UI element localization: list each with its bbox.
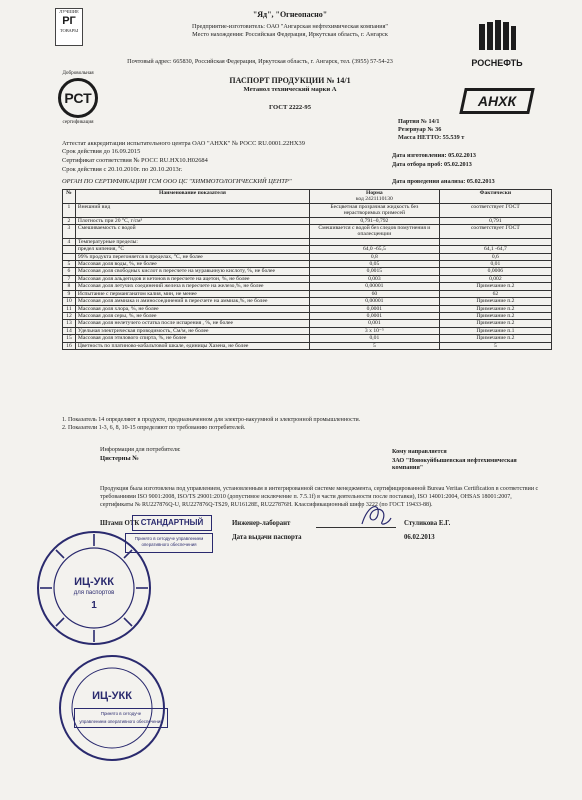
cell-number: 11 — [63, 305, 76, 312]
rosneft-label: РОСНЕФТЬ — [471, 58, 523, 68]
cell-norm: Смешивается с водой без следов помутнения и опалесценции — [310, 225, 440, 239]
best-goods-logo — [55, 8, 83, 46]
cell-number: 7 — [63, 275, 76, 282]
col-fact-header: Фактически — [439, 190, 551, 204]
cell-name: Испытание с перманганатом калия, мин, не менее — [75, 290, 309, 297]
table-row — [63, 217, 552, 224]
cell-number: 10 — [63, 298, 76, 305]
table-row — [63, 342, 552, 349]
table-row — [63, 320, 552, 327]
cell-norm: 0,001 — [310, 320, 440, 327]
col-norm-header — [310, 190, 440, 204]
cell-name: 99% продукта перегоняется в пределах, °С, не более — [75, 253, 309, 260]
lower-accepted-line1: Принято в сетодуче — [100, 711, 142, 716]
passport-subtitle: Метанол технический марки А — [243, 86, 337, 93]
round-stamp-center: ИЦ-УКК — [74, 576, 114, 588]
table-row — [63, 290, 552, 297]
destination-label: Кому направляется — [392, 448, 447, 455]
engineer-name: Стуликова Е.Г. — [404, 520, 451, 527]
rst-logo — [50, 70, 106, 132]
cell-name: Плотность при 20 °С, г/см³ — [75, 217, 309, 224]
hazard-title: "Яд", "Огнеопасно" — [252, 10, 328, 19]
best-goods-mark-icon: РГ — [62, 15, 76, 27]
cell-fact: 62 — [439, 290, 551, 297]
table-row — [63, 261, 552, 268]
cell-fact: Примечание п.2 — [439, 305, 551, 312]
cell-fact: Примечание п.2 — [439, 283, 551, 290]
cell-fact: Примечание п.2 — [439, 312, 551, 319]
destination-name: ЗАО "Новокуйбышевская нефтехимическая компания" — [392, 457, 517, 472]
engineer-label: Инженер-лаборант — [232, 520, 291, 527]
round-stamp-icon — [34, 528, 154, 648]
cell-name: Массовая доля нелетучего остатка после испарения , %, не более — [75, 320, 309, 327]
cell-name: Массовая доля хлора, %, не более — [75, 305, 309, 312]
table-row — [63, 238, 552, 245]
lower-accepted-line2: управлением оперативного обеспечения — [79, 718, 163, 724]
lower-accepted-stamp — [74, 708, 168, 728]
cell-number: 6 — [63, 268, 76, 275]
table-row — [63, 298, 552, 305]
cell-name: предел кипения, °С — [75, 246, 309, 253]
location-line: Место нахождения: Российская Федерация, Иркутская область, г. Ангарск — [192, 31, 388, 38]
consumer-info: Информация для потребителя: — [100, 446, 181, 453]
cell-fact: соответствует ГОСТ — [439, 203, 551, 217]
cell-number — [63, 253, 76, 260]
cell-number: 15 — [63, 335, 76, 342]
cell-number: 8 — [63, 283, 76, 290]
standard-stamp-label: СТАНДАРТНЫЙ — [140, 518, 204, 527]
cell-number: 4 — [63, 238, 76, 245]
cell-number: 9 — [63, 290, 76, 297]
accreditation-line: Аттестат аккредитации испытательного центра ОАО "АНХК" № РОСС RU.0001.22НХ39 — [62, 140, 305, 147]
cell-fact: Примечание п.2 — [439, 335, 551, 342]
cell-norm: 0,05 — [310, 261, 440, 268]
cell-norm: 0,791–0,792 — [310, 217, 440, 224]
cell-name: Массовая доля летучих соединений железа в пересчете на железо,%, не более — [75, 283, 309, 290]
cell-fact: 0,002 — [439, 275, 551, 282]
col-number-header: № — [63, 190, 76, 204]
date-manufactured: Дата изготовления: 05.02.2013 — [392, 152, 476, 159]
cell-name: Массовая доля этилового спирта, %, не более — [75, 335, 309, 342]
cell-name: Массовая доля свободных кислот в пересчете на муравьиную кислоту, %, не более — [75, 268, 309, 275]
specification-table — [62, 189, 552, 350]
col-norm-code: код 2421110130 — [355, 196, 393, 203]
table-row — [63, 327, 552, 334]
cell-name: Массовая доля воды, %, не более — [75, 261, 309, 268]
cell-fact: 0,01 — [439, 261, 551, 268]
rst-bottom-label: сертификация — [62, 119, 94, 126]
issue-date: 06.02.2013 — [404, 534, 435, 541]
table-row — [63, 203, 552, 217]
batch-party: Партия № 14/1 — [398, 118, 440, 125]
cell-fact: Примечание п.2 — [439, 298, 551, 305]
best-goods-logo-bottom: ТОВАРЫ — [59, 28, 79, 33]
table-row — [63, 268, 552, 275]
cell-name: Внешний вид — [75, 203, 309, 217]
anhk-label: АНХК — [477, 93, 517, 109]
batch-mass: Масса НЕТТО: 55.539 т — [398, 134, 465, 141]
cell-number: 3 — [63, 225, 76, 239]
cell-fact: 64,1 -64,7 — [439, 246, 551, 253]
cell-fact — [439, 238, 551, 245]
cell-norm — [310, 238, 440, 245]
cell-norm: 0,00001 — [310, 298, 440, 305]
cell-norm: 64,0 -65,5 — [310, 246, 440, 253]
table-row — [63, 225, 552, 239]
cell-number: 12 — [63, 312, 76, 319]
best-goods-logo-top: ЛУЧШИЕ — [59, 9, 79, 14]
cell-fact: соответствует ГОСТ — [439, 225, 551, 239]
cell-name: Цветность по платиново-кобальтовой шкале, единицы Хазена, не более — [75, 342, 309, 349]
cell-number — [63, 246, 76, 253]
note-2: 2. Показатели 1-3, 6, 8, 10-15 определяют по требованию потребителей. — [62, 425, 246, 431]
table-row — [63, 305, 552, 312]
cell-norm: Бесцветная прозрачная жидкость без нерастворимых примесей — [310, 203, 440, 217]
cell-number: 1 — [63, 203, 76, 217]
cert-body: ОРГАН ПО СЕРТИФИКАЦИИ ГСМ ООО ЦС "ХИММОТОЛОГИЧЕСКИЙ ЦЕНТР" — [62, 178, 292, 185]
quality-statement: Продукция была изготовлена под управлением, установленным в интегрированной системе менеджмента, сертифицированной Bureau Veritas Certification в соответствии с требованиями ISO 9001:2008, ISO/TS 29001:2010 (допустимое исключение п. 7.5.1f) в части деятельности после поставки), ISO 14001:2004, OHSAS 18001:2007, сертификаты № RU227876Q-U, RU227876Q-TS29, RU16128E, RU227876H. Классификационный шифр 3222 (по ГОСТ 19433-88). — [100, 486, 539, 508]
cell-number: 14 — [63, 327, 76, 334]
accepted-stamp-text: Принято в сетодуче управлением оперативного обеспечения — [134, 536, 204, 547]
table-row — [63, 283, 552, 290]
cell-fact: Примечание п.1 — [439, 327, 551, 334]
rst-mark-icon: РСТ — [58, 78, 98, 118]
accreditation-validity: Срок действия до 16.09.2015 — [62, 148, 141, 155]
issue-date-label: Дата выдачи паспорта — [232, 534, 302, 541]
col-name-header: Наименование показателя — [75, 190, 309, 204]
cell-fact: 0,0006 — [439, 268, 551, 275]
cell-name: Удельная электрическая проводимость, См/м, не более — [75, 327, 309, 334]
cell-fact: Примечание п.2 — [439, 320, 551, 327]
lower-stamp-center: ИЦ-УКК — [92, 690, 132, 702]
cell-number: 5 — [63, 261, 76, 268]
cell-norm: 0,0001 — [310, 312, 440, 319]
cell-number: 16 — [63, 342, 76, 349]
table-row — [63, 253, 552, 260]
date-sampled: Дата отбора проб: 05.02.2013 — [392, 161, 472, 168]
cell-norm: 60 — [310, 290, 440, 297]
table-row — [63, 246, 552, 253]
otk-stamp-label: Штамп ОТК — [100, 520, 140, 527]
cell-norm: 0,003 — [310, 275, 440, 282]
cell-norm: 0,0001 — [310, 305, 440, 312]
date-analysis: Дата проведения анализа: 05.02.2013 — [392, 178, 495, 185]
anhk-logo — [459, 88, 535, 114]
passport-title: ПАСПОРТ ПРОДУКЦИИ № 14/1 — [229, 76, 351, 85]
cell-norm: 5 — [310, 342, 440, 349]
cell-norm: 3 x 10⁻⁵ — [310, 327, 440, 334]
cell-name: Массовая доля аммиака и аминосоединений в пересчете на аммиак,%, не более — [75, 298, 309, 305]
cell-fact: 0,6 — [439, 253, 551, 260]
cell-fact: 5 — [439, 342, 551, 349]
postal-line: Почтовый адрес: 665830, Российская Федерация, Иркутская область, г. Ангарск, тел. (3955) 57-54-23 — [127, 58, 393, 65]
round-stamp-number: 1 — [91, 600, 97, 611]
cell-norm: 0,0015 — [310, 268, 440, 275]
gost-label: ГОСТ 2222-95 — [268, 104, 312, 111]
note-1: 1. Показатель 14 определяют в продукте, предназначенном для электро-вакуумной и электронной промышленности. — [62, 417, 361, 423]
cell-number: 13 — [63, 320, 76, 327]
table-row — [63, 312, 552, 319]
cell-fact: 0,791 — [439, 217, 551, 224]
rosneft-emblem-icon — [477, 20, 517, 54]
signature-icon — [358, 500, 394, 530]
rosneft-logo — [462, 20, 532, 76]
cell-name: Массовая доля альдегидов и кетонов в пересчете на ацетон, %, не более — [75, 275, 309, 282]
cell-norm: 0,8 — [310, 253, 440, 260]
table-row — [63, 335, 552, 342]
batch-tank: Резервуар № 36 — [398, 126, 442, 133]
cell-norm: 0,01 — [310, 335, 440, 342]
certificate-line: Сертификат соответствия № РОСС RU.НХ10.Н02684 — [62, 157, 208, 164]
maker-line: Предприятие-изготовитель: ОАО "Ангарская нефтехимическая компания" — [192, 23, 388, 30]
cell-number: 2 — [63, 217, 76, 224]
cell-norm: 0,00001 — [310, 283, 440, 290]
certificate-validity: Срок действия с 20.10.2010г. по 20.10.2013г. — [62, 166, 183, 173]
rst-top-label: Добровольная — [62, 70, 94, 76]
cell-name: Температурные пределы: — [75, 238, 309, 245]
round-stamp-sub: для паспортов — [73, 590, 115, 596]
table-header-row — [63, 190, 552, 204]
table-row — [63, 275, 552, 282]
col-norm-title: Норма — [365, 190, 383, 196]
cell-name: Массовая доля серы, %, не более — [75, 312, 309, 319]
tanks-label: Цистерны № — [100, 455, 139, 462]
cell-name: Смешиваемость с водой — [75, 225, 309, 239]
